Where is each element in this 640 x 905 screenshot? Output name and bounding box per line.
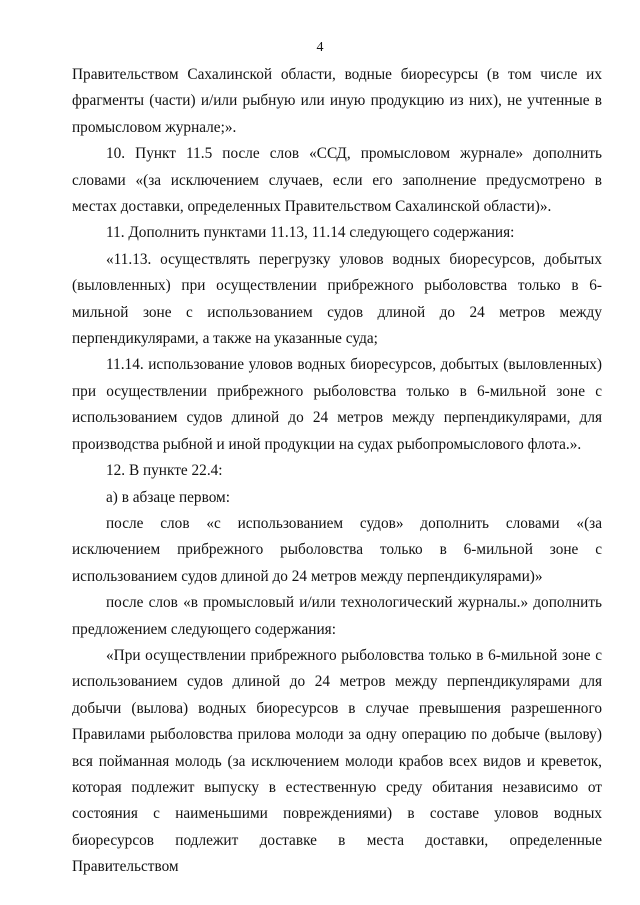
paragraph-amendment-2: после слов «в промысловый и/или технологический журналы.» дополнить предложением следующего содержания: [72,594,602,638]
paragraph-item-11-14: 11.14. использование уловов водных биоресурсов, добытых (выловленных) при осуществлении прибрежного рыболовства только в 6-мильной зоне с использованием судов длиной до 24 метров между перпендикулярами, для производства рыбной и иной продукции на судах рыбопромыслового флота.». [72,356,602,453]
page-number: 4 [316,40,324,55]
paragraph-subitem-a: а) в абзаце первом: [106,488,230,506]
paragraph-item-10: 10. Пункт 11.5 после слов «ССД, промысловом журнале» дополнить словами «(за исключением случаев, если его заполнение предусмотрено в местах доставки, определенных Правительством Сахалинской области)». [72,145,602,216]
paragraph-quoted-text: «При осуществлении прибрежного рыболовства только в 6-мильной зоне с использованием судов длиной до 24 метров между перпендикулярами для добычи (вылова) водных биоресурсов в случае превышения разрешенного Правилами рыболовства прилова молоди за одну операцию по добыче (вылову) вся пойманная молодь (за исключением молоди крабов всех видов и креветок, которая подлежит выпуску в естественную среду обитания независимо от состояния с наименьшими повреждениями) в составе уловов водных биоресурсов подлежит доставке в места доставки, определенные Правительством [72,646,602,876]
paragraph-item-11-13: «11.13. осуществлять перегрузку уловов водных биоресурсов, добытых (выловленных) при осуществлении прибрежного рыболовства только в 6-мильной зоне с использованием судов длиной до 24 метров между перпендикулярами, а также на указанные суда; [72,250,602,348]
paragraph-item-11: 11. Дополнить пунктами 11.13, 11.14 следующего содержания: [106,224,515,242]
paragraph-item-12: 12. В пункте 22.4: [106,462,223,480]
paragraph-amendment-1: после слов «с использованием судов» дополнить словами «(за исключением прибрежного рыболовства только в 6-мильной зоне с использованием судов длиной до 24 метров между перпендикулярами)» [72,514,602,585]
document-body [72,62,602,881]
paragraph-continuation: Правительством Сахалинской области, водные биоресурсы (в том числе их фрагменты (части) и/или рыбную или иную продукцию из них), не учтенные в промысловом журнале;». [72,66,602,136]
